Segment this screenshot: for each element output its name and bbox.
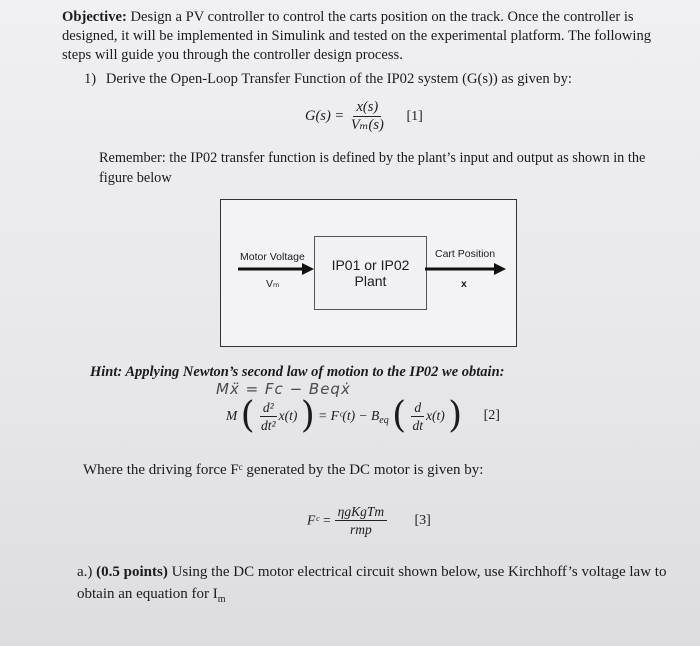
eq1-numerator: x(s) [353,99,381,117]
part-a-points: (0.5 points) [96,564,168,580]
part-a-paragraph [77,561,687,611]
eq2-mass: M [226,408,238,423]
handwritten-note: Mẍ = Fc − Beqẋ [216,380,351,398]
eq2-d2: d² [260,399,277,417]
eq2-left-paren: ( [240,395,255,436]
eq2-dt2: dt² [261,417,276,433]
eq2-first-derivative [410,399,427,434]
part-a-text: Using the DC motor electrical circuit shown below, use Kirchhoff’s voltage law to obtain an equation for I [77,564,667,602]
eq3-denominator: rmp [350,522,372,537]
eq1-ref: [1] [406,108,423,124]
objective-text: Design a PV controller to control the carts position on the track. Once the controller is designed, it will be implemented in Simulink and tested on the experimental platform. The following steps will guide you through the controller design process. [62,9,652,63]
eq2-xt-2: x(t) [426,408,445,423]
remember-paragraph: Remember: the IP02 transfer function is defined by the plant’s input and output as shown in the figure below [99,150,646,186]
step-1-number: 1) [84,71,97,87]
eq3-lhs: Fᶜ = [307,512,332,528]
eq1-lhs: G(s) = [305,108,345,124]
input-symbol: Vₘ [266,278,280,290]
equation-2 [226,395,500,436]
objective-paragraph [62,8,652,65]
hint-text: Hint: Applying Newton’s second law of motion to the IP02 we obtain: [90,364,505,380]
output-label: Cart Position [435,248,496,260]
eq3-numerator: ηgKgTm [335,503,387,521]
eq3-ref: [3] [414,512,431,528]
output-symbol: x [461,278,467,290]
eq2-dt: dt [412,417,424,433]
input-label: Motor Voltage [240,251,305,263]
eq1-fraction [348,99,387,134]
equation-3 [307,503,431,538]
eq2-middle: = Fᶜ(t) − B [318,408,380,423]
step-1-text: Derive the Open-Loop Transfer Function of the IP02 system (G(s)) as given by: [105,71,572,87]
plant-label-line1: IP01 or IP02 [331,257,410,273]
plant-label-line2: Plant [354,273,387,289]
eq2-d: d [411,399,424,417]
eq2-left-paren-2: ( [392,395,407,436]
part-a-sub: m [217,594,226,605]
part-a-label: a.) [77,564,93,580]
eq3-fraction [335,503,387,538]
objective-label: Objective: [62,9,127,25]
eq2-xt: x(t) [278,408,298,423]
plant-block [314,236,427,310]
eq2-second-derivative [258,399,279,434]
eq2-right-paren-2: ) [448,395,463,436]
eq2-beq-sub: eq [379,414,389,426]
where-text: Where the driving force Fᶜ generated by the DC motor is given by: [83,462,484,478]
equation-1 [305,99,423,134]
step-1 [84,71,572,88]
eq2-right-paren: ) [300,395,315,436]
eq1-denominator: Vₘ(s) [350,117,384,133]
eq2-ref: [2] [483,408,500,423]
